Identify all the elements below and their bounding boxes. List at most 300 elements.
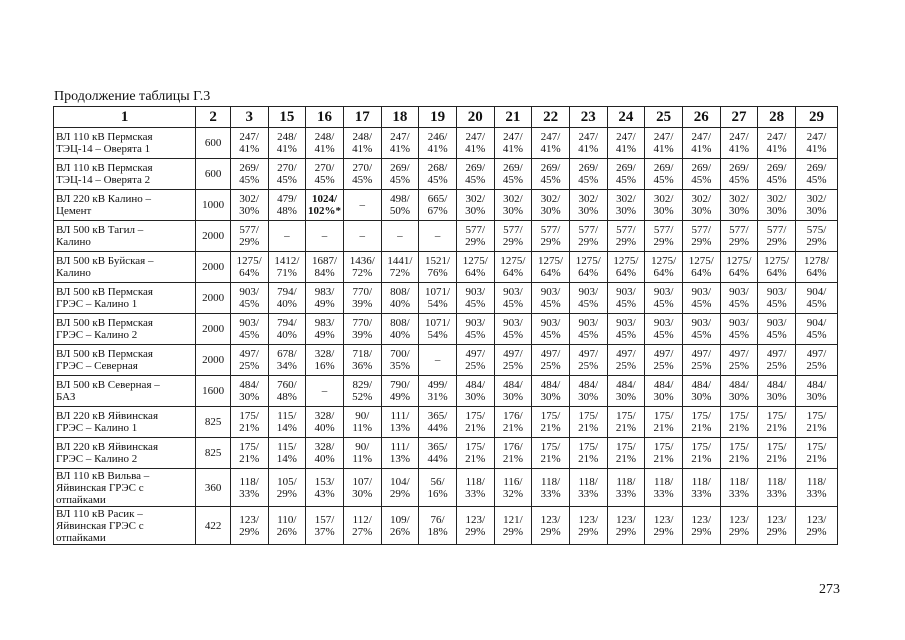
cell-value: 577/ 29% [502,224,523,248]
cell-value: 497/ 25% [540,348,561,372]
cell-value: 175/ 21% [540,441,561,465]
cell-value: 790/ 49% [389,379,410,403]
cell-value: 247/ 41% [389,131,410,155]
value-cell [532,314,570,345]
value-cell [795,221,837,252]
value-cell [494,507,532,545]
cell-value: 247/ 41% [615,131,637,155]
column-header: 16 [306,107,344,128]
column-header: 17 [343,107,381,128]
column-header: 18 [381,107,419,128]
cell-value: 111/ 13% [389,410,410,434]
value-cell [268,252,306,283]
cell-value: 247/ 41% [691,131,712,155]
cell-value: 302/ 30% [239,193,260,217]
value-cell [343,252,381,283]
value-cell [532,252,570,283]
table-row [54,128,838,159]
length-cell: 2000 [196,345,231,376]
value-cell [645,221,683,252]
column-header: 20 [456,107,494,128]
value-cell [230,507,268,545]
value-cell [381,283,419,314]
cell-value: 499/ 31% [427,379,448,403]
value-cell [381,469,419,507]
cell-value: 112/ 27% [352,513,373,538]
cell-value: 115/ 14% [276,441,297,465]
cell-value: 1275/ 64% [764,255,790,279]
value-cell [569,345,607,376]
table-row [54,283,838,314]
value-cell [381,407,419,438]
value-cell [795,159,837,190]
value-cell [306,314,344,345]
value-cell [795,507,837,545]
line-name: ВЛ 110 кВ Пермская ТЭЦ-14 – Оверята 1 [56,131,153,155]
value-cell [268,507,306,545]
value-cell [758,314,796,345]
cell-value: 903/ 45% [728,317,750,341]
cell-value: 577/ 29% [540,224,561,248]
cell-value: 118/ 33% [806,475,827,500]
value-cell [758,221,796,252]
value-cell [419,283,457,314]
cell-value: 175/ 21% [766,410,787,434]
cell-value: 175/ 21% [691,410,712,434]
cell-value: 808/ 40% [389,317,410,341]
value-cell [268,314,306,345]
value-cell [795,252,837,283]
value-cell [682,407,720,438]
value-cell [758,376,796,407]
value-cell [268,407,306,438]
value-cell [306,128,344,159]
length-cell: 1600 [196,376,231,407]
cell-value: 903/ 45% [540,286,561,310]
value-cell [569,128,607,159]
value-cell [268,159,306,190]
cell-value: 678/ 34% [276,348,297,372]
value-cell [682,190,720,221]
cell-value: 90/ 11% [352,441,373,465]
cell-value: 302/ 30% [691,193,712,217]
cell-value: 302/ 30% [578,193,599,217]
value-cell [569,314,607,345]
value-cell [230,128,268,159]
value-cell [419,376,457,407]
table-body [54,128,838,545]
cell-value: 1275/ 64% [462,255,488,279]
line-name: ВЛ 500 кВ Пермская ГРЭС – Калино 2 [56,317,153,341]
cell-value: 577/ 29% [691,224,712,248]
cell-value: 903/ 45% [502,317,523,341]
table-row [54,314,838,345]
column-header: 15 [268,107,306,128]
value-cell [607,190,645,221]
value-cell [682,469,720,507]
cell-value: 175/ 21% [806,410,827,434]
value-cell [306,469,344,507]
cell-value: 175/ 21% [540,410,561,434]
cell-value: 904/ 45% [806,286,827,310]
cell-value: 903/ 45% [465,317,486,341]
value-cell [645,252,683,283]
value-cell [645,438,683,469]
cell-value: 123/ 29% [615,513,637,538]
line-name: ВЛ 500 кВ Пермская ГРЭС – Калино 1 [56,286,153,310]
cell-value: 484/ 30% [502,379,523,403]
value-cell [343,438,381,469]
cell-value: 176/ 21% [502,441,523,465]
value-cell [532,407,570,438]
value-cell [795,345,837,376]
cell-value: 269/ 45% [728,162,750,186]
value-cell [607,376,645,407]
cell-value: 903/ 45% [239,317,260,341]
length-cell: 600 [196,159,231,190]
cell-value: 175/ 21% [728,441,750,465]
cell-value: 497/ 25% [806,348,827,372]
line-name-cell [54,345,196,376]
cell-value: 484/ 30% [691,379,712,403]
value-cell [268,345,306,376]
cell-value: 1441/ 72% [387,255,413,279]
cell-value: 903/ 45% [502,286,523,310]
column-header: 1 [54,107,196,128]
value-cell [381,252,419,283]
value-cell [645,314,683,345]
value-cell [494,407,532,438]
value-cell [230,376,268,407]
length-cell: 2000 [196,252,231,283]
cell-value: 497/ 25% [615,348,637,372]
line-name: ВЛ 500 кВ Тагил – Калино [56,224,144,248]
cell-value: 577/ 29% [653,224,674,248]
value-cell [456,221,494,252]
value-cell [268,438,306,469]
cell-value: 269/ 45% [766,162,787,186]
value-cell [532,128,570,159]
cell-value: 111/ 13% [389,441,410,465]
line-name-cell [54,438,196,469]
cell-value: 175/ 21% [728,410,750,434]
value-cell [720,376,758,407]
cell-value: 484/ 30% [615,379,637,403]
value-cell [456,345,494,376]
cell-value: 302/ 30% [766,193,787,217]
table-row [54,507,838,545]
cell-value: 365/ 44% [427,441,448,465]
line-name-cell [54,376,196,407]
value-cell [343,221,381,252]
value-cell [569,221,607,252]
value-cell [494,221,532,252]
table-row [54,376,838,407]
value-cell [720,283,758,314]
cell-value: 116/ 32% [502,475,523,500]
cell-value: – [359,230,365,242]
value-cell [456,407,494,438]
cell-value: 248/ 41% [352,131,373,155]
cell-value: 302/ 30% [653,193,674,217]
line-name: ВЛ 220 кВ Яйвинская ГРЭС – Калино 1 [56,410,159,434]
cell-value: 903/ 45% [239,286,260,310]
cell-value: 157/ 37% [314,513,335,538]
value-cell [306,283,344,314]
cell-value: 1278/ 64% [803,255,829,279]
cell-value: 302/ 30% [728,193,750,217]
line-name: ВЛ 500 кВ Пермская ГРЭС – Северная [56,348,153,372]
cell-value: 175/ 21% [615,441,637,465]
cell-value: 107/ 30% [352,475,373,500]
value-cell [645,376,683,407]
value-cell [758,469,796,507]
value-cell [419,314,457,345]
cell-value: 497/ 25% [766,348,787,372]
value-cell [758,407,796,438]
value-cell [456,438,494,469]
value-cell [645,345,683,376]
cell-value: 1412/ 71% [274,255,300,279]
table-row [54,407,838,438]
table-row [54,469,838,507]
column-header: 24 [607,107,645,128]
cell-value: 246/ 41% [427,131,448,155]
value-cell [343,469,381,507]
cell-value: – [397,230,403,242]
cell-value: 1521/ 76% [425,255,451,279]
value-cell [795,407,837,438]
value-cell [795,314,837,345]
value-cell [456,128,494,159]
value-cell [456,283,494,314]
cell-value: 498/ 50% [389,193,410,217]
cell-value: 829/ 52% [352,379,373,403]
cell-value: 903/ 45% [578,317,599,341]
value-cell [494,190,532,221]
value-cell [306,345,344,376]
cell-value: 175/ 21% [806,441,827,465]
cell-value: 808/ 40% [389,286,410,310]
line-name-cell [54,283,196,314]
value-cell [720,345,758,376]
cell-value: 175/ 21% [653,410,674,434]
value-cell [682,438,720,469]
value-cell [532,438,570,469]
value-cell [494,159,532,190]
value-cell [569,159,607,190]
cell-value: 269/ 45% [239,162,260,186]
cell-value: 1024/ 102%* [308,193,342,217]
cell-value: 247/ 41% [766,131,787,155]
value-cell [720,221,758,252]
cell-value: 118/ 33% [540,475,561,500]
cell-value: 484/ 30% [540,379,561,403]
value-cell [682,314,720,345]
line-name-cell [54,252,196,283]
value-cell [230,159,268,190]
cell-value: 1275/ 64% [538,255,564,279]
cell-value: 497/ 25% [653,348,674,372]
cell-value: 577/ 29% [465,224,486,248]
value-cell [494,345,532,376]
cell-value: 497/ 25% [239,348,260,372]
cell-value: 175/ 21% [615,410,637,434]
cell-value: – [284,230,290,242]
length-cell: 825 [196,407,231,438]
value-cell [607,128,645,159]
header-row [54,107,838,128]
value-cell [607,469,645,507]
cell-value: 123/ 29% [766,513,787,538]
value-cell [569,190,607,221]
value-cell [381,159,419,190]
cell-value: 484/ 30% [465,379,486,403]
value-cell [494,283,532,314]
value-cell [494,252,532,283]
cell-value: 175/ 21% [578,441,599,465]
value-cell [419,469,457,507]
cell-value: 247/ 41% [578,131,599,155]
value-cell [306,438,344,469]
cell-value: 118/ 33% [239,475,260,500]
cell-value: 577/ 29% [728,224,750,248]
value-cell [532,376,570,407]
value-cell [682,376,720,407]
value-cell [795,376,837,407]
value-cell [230,283,268,314]
cell-value: 248/ 41% [314,131,335,155]
value-cell [456,314,494,345]
cell-value: 760/ 48% [276,379,297,403]
cell-value: 497/ 25% [728,348,750,372]
cell-value: 1275/ 64% [726,255,752,279]
cell-value: 118/ 33% [728,475,750,500]
value-cell [720,438,758,469]
value-cell [682,283,720,314]
cell-value: 247/ 41% [540,131,561,155]
value-cell [343,407,381,438]
value-cell [607,438,645,469]
line-name: ВЛ 110 кВ Вильва – Яйвинская ГРЭС с отпайками [56,469,150,506]
value-cell [419,128,457,159]
cell-value: 270/ 45% [276,162,297,186]
cell-value: 302/ 30% [502,193,523,217]
value-cell [682,159,720,190]
line-name-cell [54,128,196,159]
cell-value: 247/ 41% [502,131,523,155]
value-cell [494,438,532,469]
cell-value: 484/ 30% [653,379,674,403]
value-cell [381,376,419,407]
value-cell [343,507,381,545]
cell-value: 123/ 29% [465,513,486,538]
cell-value: 302/ 30% [806,193,827,217]
cell-value: 302/ 30% [615,193,637,217]
value-cell [607,252,645,283]
value-cell [343,345,381,376]
cell-value: 1436/ 72% [349,255,375,279]
value-cell [381,345,419,376]
line-name: ВЛ 220 кВ Калино – Цемент [56,193,151,217]
value-cell [381,221,419,252]
cell-value: 123/ 29% [691,513,712,538]
line-name-cell [54,469,196,507]
value-cell [306,159,344,190]
cell-value: 118/ 33% [691,475,712,500]
value-cell [569,507,607,545]
cell-value: 175/ 21% [766,441,787,465]
cell-value: 175/ 21% [465,441,486,465]
cell-value: 176/ 21% [502,410,523,434]
value-cell [230,345,268,376]
cell-value: – [321,230,328,242]
table-row [54,190,838,221]
value-cell [532,159,570,190]
cell-value: 903/ 45% [766,286,787,310]
cell-value: 269/ 45% [502,162,523,186]
cell-value: 577/ 29% [239,224,260,248]
value-cell [343,159,381,190]
cell-value: 903/ 45% [465,286,486,310]
cell-value: 175/ 21% [465,410,486,434]
table-row [54,438,838,469]
column-header: 27 [720,107,758,128]
value-cell [532,221,570,252]
value-cell [230,190,268,221]
value-cell [268,190,306,221]
cell-value: 328/ 16% [314,348,335,372]
cell-value: 1071/ 54% [425,317,451,341]
cell-value: 484/ 30% [766,379,787,403]
value-cell [494,376,532,407]
value-cell [758,438,796,469]
cell-value: 903/ 45% [691,286,712,310]
value-cell [795,190,837,221]
value-cell [758,159,796,190]
value-cell [230,314,268,345]
value-cell [795,438,837,469]
cell-value: 484/ 30% [578,379,599,403]
value-cell [343,314,381,345]
table-row [54,252,838,283]
value-cell [230,407,268,438]
value-cell [682,252,720,283]
value-cell [720,407,758,438]
value-cell [720,159,758,190]
value-cell [569,252,607,283]
cell-value: 118/ 33% [766,475,787,500]
cell-value: 175/ 21% [239,441,260,465]
column-header: 3 [230,107,268,128]
column-header: 28 [758,107,796,128]
cell-value: 903/ 45% [653,317,674,341]
cell-value: 365/ 44% [427,410,448,434]
cell-value: 269/ 45% [615,162,637,186]
line-name-cell [54,221,196,252]
value-cell [381,128,419,159]
value-cell [758,283,796,314]
value-cell [456,376,494,407]
cell-value: 479/ 48% [276,193,297,217]
cell-value: – [359,199,365,211]
cell-value: 497/ 25% [691,348,712,372]
value-cell [758,345,796,376]
cell-value: 248/ 41% [276,131,297,155]
cell-value: 175/ 21% [691,441,712,465]
value-cell [758,252,796,283]
value-cell [419,159,457,190]
